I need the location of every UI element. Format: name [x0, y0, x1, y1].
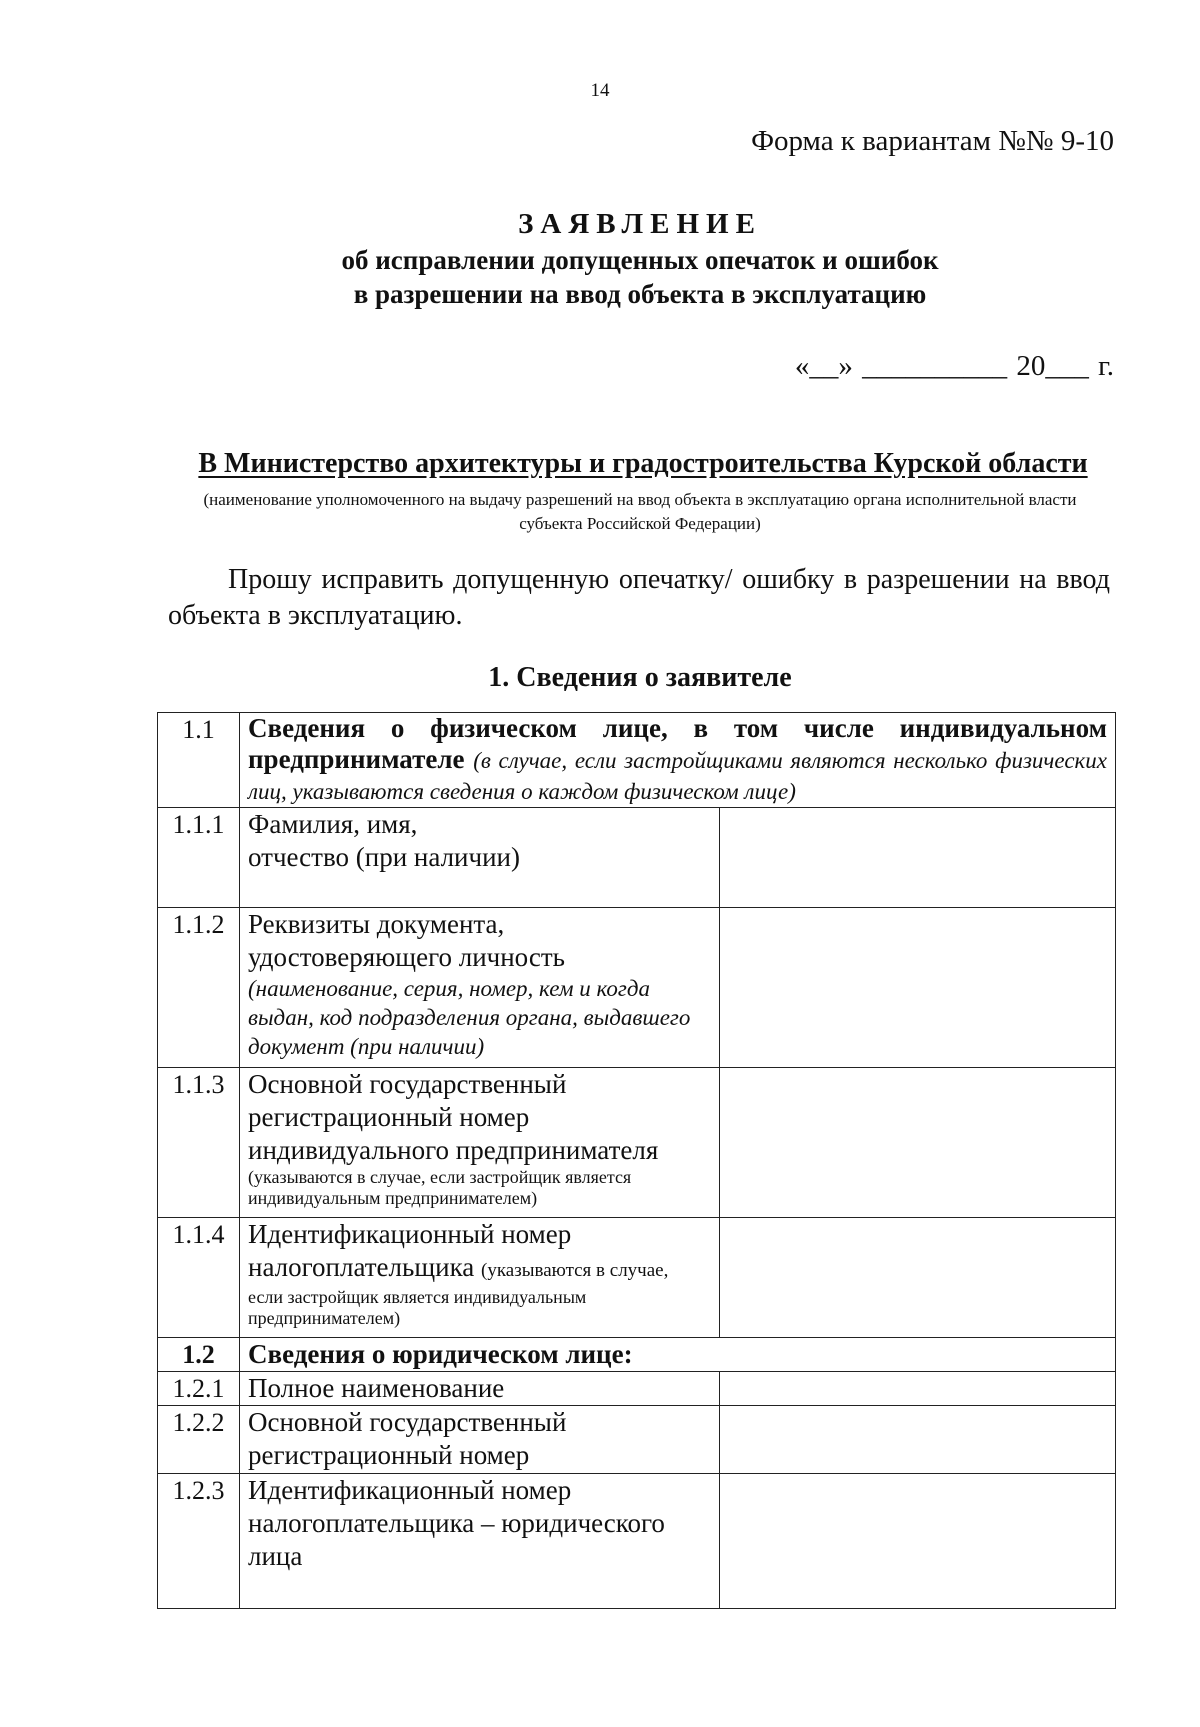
title-line-1: об исправлении допущенных опечаток и ошибок — [341, 245, 939, 275]
row-label: Идентификационный номер налогоплательщика — [248, 1219, 572, 1282]
value-cell-ogrn[interactable] — [720, 1406, 1116, 1474]
row-number: 1.1.1 — [158, 808, 240, 908]
value-cell-inn-legal[interactable] — [720, 1474, 1116, 1609]
row-title: Сведения о юридическом лице: — [240, 1338, 1116, 1372]
row-label-cell — [240, 908, 720, 1068]
row-label: Основной государственный регистрационный номер индивидуального предпринимателя — [248, 1069, 659, 1165]
table-row-1-2 — [158, 1338, 1116, 1372]
row-label-line-2: отчество (при наличии) — [248, 842, 520, 872]
value-cell-full-name[interactable] — [720, 808, 1116, 908]
document-title — [0, 205, 1200, 311]
row-label-line-1: Фамилия, имя, — [248, 809, 418, 839]
page-number: 14 — [590, 80, 610, 101]
row-number: 1.2.1 — [158, 1372, 240, 1406]
table-row-1-1-1 — [158, 808, 1116, 908]
row-note: (в случае, если застройщиками являются несколько физических лиц, указываются сведения о каждом физическом лице) — [248, 748, 1107, 804]
table-row-1-1-2 — [158, 908, 1116, 1068]
request-text: Прошу исправить допущенную опечатку/ ошибку в разрешении на ввод объекта в эксплуатацию. — [168, 564, 1110, 631]
form-reference: Форма к вариантам №№ 9-10 — [751, 125, 1114, 157]
row-number: 1.1 — [158, 713, 240, 808]
row-note: (указываются в случае, если застройщик является индивидуальным предпринимателем) — [248, 1167, 632, 1208]
table-row-1-1-3 — [158, 1068, 1116, 1218]
row-number: 1.1.4 — [158, 1218, 240, 1338]
table-row-1-2-3 — [158, 1474, 1116, 1609]
row-number: 1.1.3 — [158, 1068, 240, 1218]
row-number: 1.2.3 — [158, 1474, 240, 1609]
row-label-cell — [240, 1068, 720, 1218]
row-label-cell — [240, 1218, 720, 1338]
row-note-inline: (указываются в случае, — [481, 1260, 669, 1281]
value-cell-ogrnip[interactable] — [720, 1068, 1116, 1218]
ministry-name: В Министерство архитектуры и градостроительства Курской области — [198, 448, 1088, 479]
ministry-note: (наименование уполномоченного на выдачу разрешений на ввод объекта в эксплуатацию органа исполнительной власти субъекта Российской Федерации) — [203, 490, 1077, 533]
row-label: Полное наименование — [240, 1372, 720, 1406]
row-note: если застройщик является индивидуальным предпринимателем) — [248, 1287, 587, 1328]
table-row-1-2-1 — [158, 1372, 1116, 1406]
row-label-cell — [240, 808, 720, 908]
row-number: 1.2 — [158, 1338, 240, 1372]
row-label: Идентификационный номер налогоплательщика – юридического лица — [240, 1474, 720, 1609]
row-number: 1.1.2 — [158, 908, 240, 1068]
section-1-title: 1. Сведения о заявителе — [488, 662, 792, 693]
table-row-1-1 — [158, 713, 1116, 808]
value-cell-full-name-legal[interactable] — [720, 1372, 1116, 1406]
row-label: Основной государственный регистрационный номер — [240, 1406, 720, 1474]
date-line: «__» __________ 20___ г. — [794, 350, 1114, 382]
row-header-cell — [240, 713, 1116, 808]
row-title: Сведения о физическом лице, в том числе индивидуальном предпринимателе — [248, 713, 1107, 774]
table-row-1-1-4 — [158, 1218, 1116, 1338]
row-note: (наименование, серия, номер, кем и когда выдан, код подразделения органа, выдавшего документ (при наличии) — [248, 976, 691, 1059]
applicant-info-table — [157, 712, 1116, 1609]
table-row-1-2-2 — [158, 1406, 1116, 1474]
row-number: 1.2.2 — [158, 1406, 240, 1474]
row-label: Реквизиты документа, удостоверяющего личность — [248, 909, 565, 972]
value-cell-identity-document[interactable] — [720, 908, 1116, 1068]
title-main: ЗАЯВЛЕНИЕ — [518, 208, 762, 240]
value-cell-inn-individual[interactable] — [720, 1218, 1116, 1338]
title-line-2: в разрешении на ввод объекта в эксплуатацию — [353, 279, 927, 309]
